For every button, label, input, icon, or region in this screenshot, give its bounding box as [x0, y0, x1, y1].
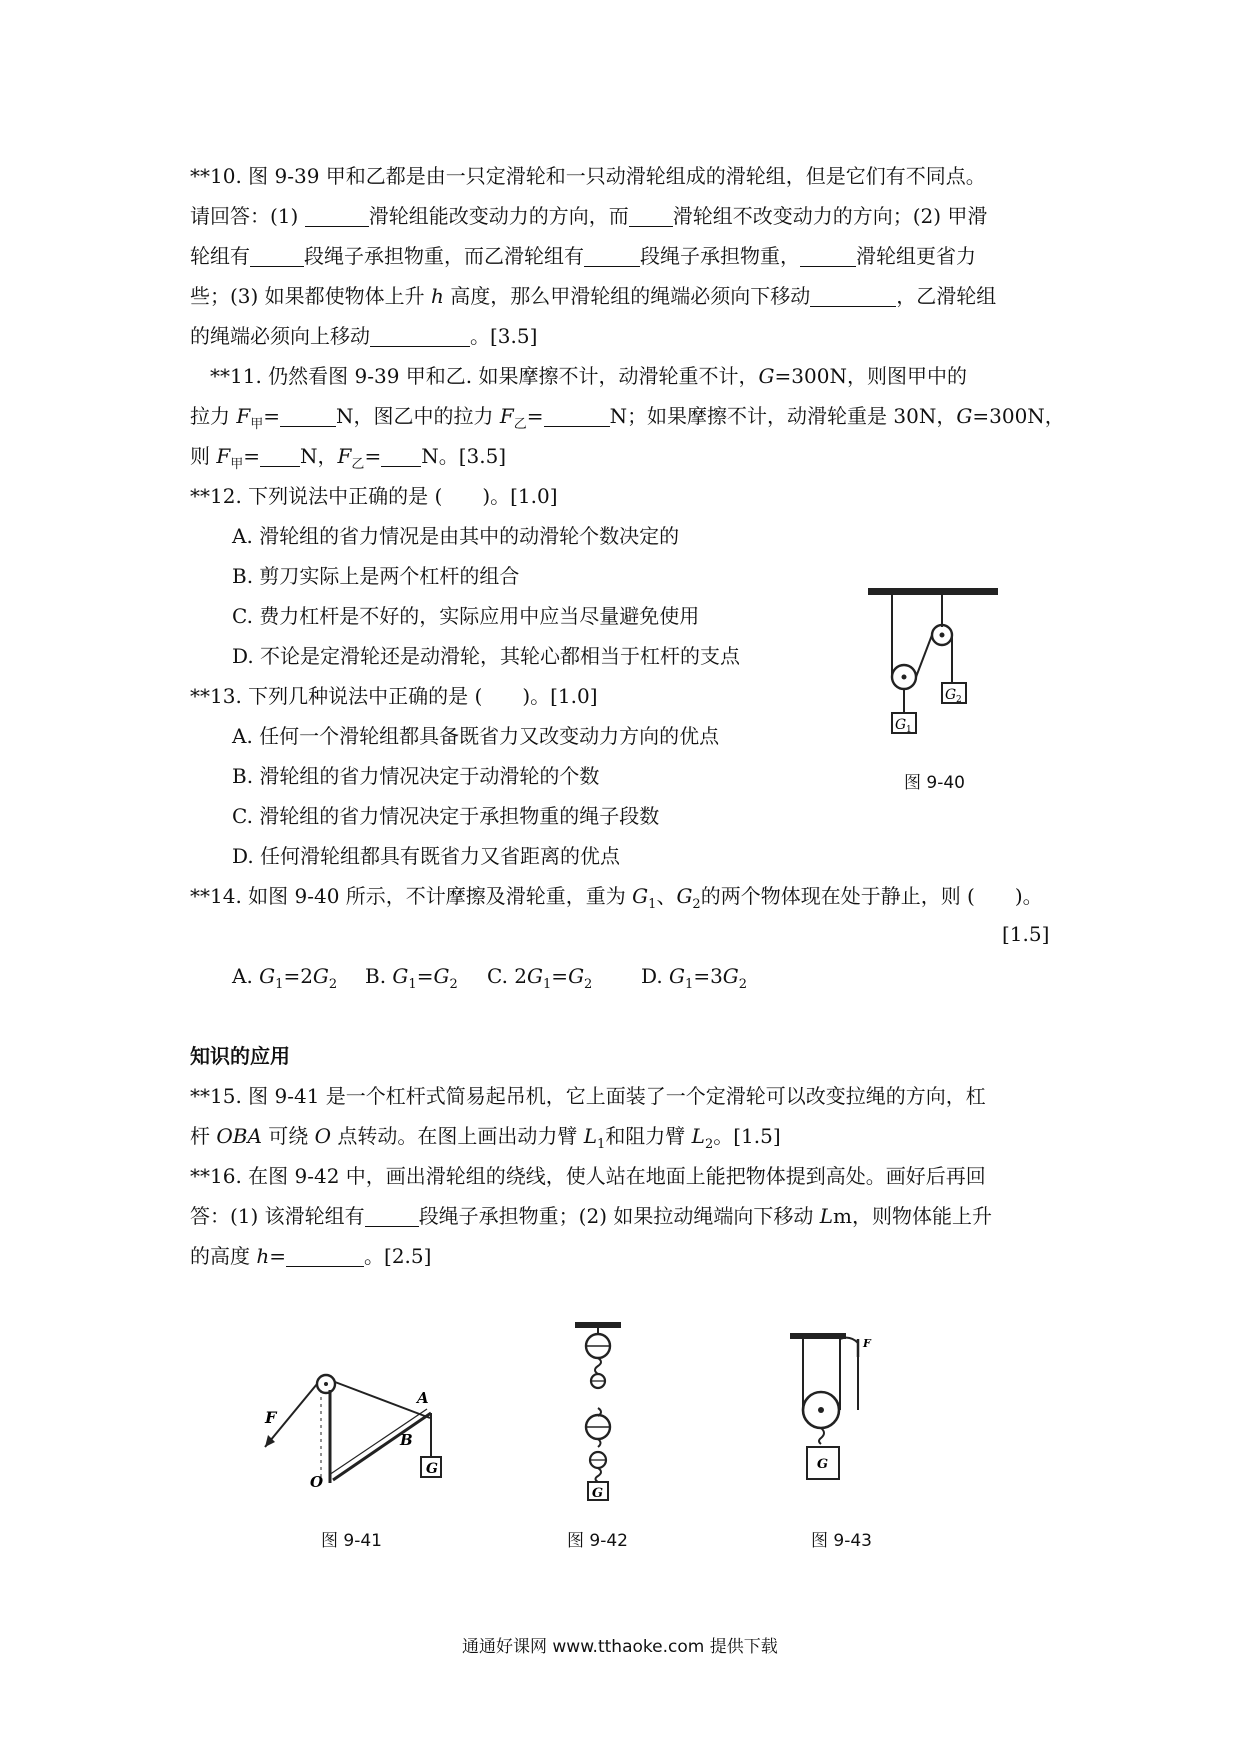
- q12-stem: **12. 下列说法中正确的是 ( )。[1.0]: [190, 484, 558, 508]
- svg-text:G: G: [592, 1486, 604, 1501]
- q13-option-c[interactable]: C. 滑轮组的省力情况决定于承担物重的绳子段数: [232, 804, 660, 828]
- svg-text:G: G: [426, 1461, 438, 1477]
- figure-9-41-caption: 图 9-41: [321, 1531, 382, 1551]
- q14-option-d[interactable]: D. $G_1=3G_2$: [641, 964, 748, 992]
- q13-option-a[interactable]: A. 任何一个滑轮组都具备既省力又改变动力方向的优点: [232, 724, 720, 748]
- q10-line-2: 请回答：(1) 滑轮组能改变动力的方向，而 滑轮组不改变动力的方向；(2) 甲滑: [190, 204, 988, 228]
- svg-text:A: A: [417, 1389, 429, 1407]
- q10-line-4: 些；(3) 如果都使物体上升 h 高度，那么甲滑轮组的绳端必须向下移动 ，乙滑轮组: [190, 284, 997, 308]
- blank[interactable]: [544, 404, 610, 427]
- q13-option-b[interactable]: B. 滑轮组的省力情况决定于动滑轮的个数: [232, 764, 600, 788]
- q12-option-d[interactable]: D. 不论是定滑轮还是动滑轮，其轮心都相当于杠杆的支点: [232, 644, 741, 668]
- svg-text:G: G: [945, 687, 957, 703]
- q10-line-5: 的绳端必须向上移动 。[3.5]: [190, 324, 538, 348]
- q11-line-3: 则 $F_甲= N$，$F_乙= N$。[3.5]: [190, 444, 507, 472]
- svg-text:G: G: [895, 717, 907, 733]
- q14-option-a[interactable]: A. $G_1=2G_2$: [232, 964, 338, 992]
- blank[interactable]: [250, 244, 304, 267]
- figure-9-43: [780, 1325, 890, 1505]
- q14-option-c[interactable]: C. $2G_1=G_2$: [487, 964, 593, 992]
- lever-oba: [333, 1413, 431, 1480]
- q11-line-2: 拉力 $F_甲= N$，图乙中的拉力 $F_乙= N$；如果摩擦不计，动滑轮重是 30N，G=300N，: [190, 404, 1065, 432]
- section-heading: 知识的应用: [190, 1044, 290, 1068]
- q10-line-1: **10. 图 9-39 甲和乙都是由一只定滑轮和一只动滑轮组成的滑轮组，但是它们有不同点。: [190, 164, 986, 188]
- figure-9-41: [255, 1365, 465, 1500]
- svg-text:2: 2: [956, 695, 962, 705]
- q15-line-1: **15. 图 9-41 是一个杠杆式简易起吊机，它上面装了一个定滑轮可以改变拉绳的方向，杠: [190, 1084, 986, 1108]
- svg-text:G: G: [817, 1457, 829, 1472]
- q13-option-d[interactable]: D. 任何滑轮组都具有既省力又省距离的优点: [232, 844, 621, 868]
- blank[interactable]: [629, 204, 673, 227]
- blank[interactable]: [260, 444, 300, 467]
- q14-line-1: **14. 如图 9-40 所示，不计摩擦及滑轮重，重为 $G_1$、$G_2$的两个物体现在处于静止，则 ( )。: [190, 884, 1043, 912]
- q13-stem: **13. 下列几种说法中正确的是 ( )。[1.0]: [190, 684, 598, 708]
- blank[interactable]: [280, 404, 336, 427]
- q11-line-1: **11. 仍然看图 9-39 甲和乙. 如果摩擦不计，动滑轮重不计，G=300N，则图甲中的: [210, 364, 967, 388]
- q15-line-2: 杆 OBA 可绕 O 点转动。在图上画出动力臂 $L_1$和阻力臂 $L_2$。[1.5]: [190, 1124, 781, 1152]
- ceiling: [868, 588, 998, 595]
- q12-option-c[interactable]: C. 费力杠杆是不好的，实际应用中应当尽量避免使用: [232, 604, 700, 628]
- q14-score: [1.5]: [1002, 922, 1050, 946]
- ceiling: [575, 1322, 621, 1328]
- svg-text:1: 1: [906, 725, 912, 735]
- ceiling: [790, 1333, 846, 1339]
- q12-option-a[interactable]: A. 滑轮组的省力情况是由其中的动滑轮个数决定的: [232, 524, 680, 548]
- figure-9-42-caption: 图 9-42: [567, 1531, 628, 1551]
- q12-option-b[interactable]: B. 剪刀实际上是两个杠杆的组合: [232, 564, 520, 588]
- q14-option-b[interactable]: B. $G_1=G_2$: [365, 964, 458, 992]
- figure-9-43-caption: 图 9-43: [811, 1531, 872, 1551]
- figure-9-40: [860, 580, 1010, 740]
- q16-line-3: 的高度 h= 。[2.5]: [190, 1244, 432, 1268]
- q16-line-1: **16. 在图 9-42 中，画出滑轮组的绕线，使人站在地面上能把物体提到高处。画好后再回: [190, 1164, 986, 1188]
- svg-text:F: F: [863, 1337, 871, 1350]
- blank[interactable]: [365, 1204, 419, 1227]
- q16-line-2: 答：(1) 该滑轮组有 段绳子承担物重；(2) 如果拉动绳端向下移动 Lm，则物体能上升: [190, 1204, 992, 1228]
- blank[interactable]: [800, 244, 856, 267]
- blank[interactable]: [305, 204, 369, 227]
- svg-text:O: O: [310, 1473, 324, 1491]
- blank[interactable]: [810, 284, 896, 307]
- figure-9-40-caption: 图 9-40: [904, 773, 965, 793]
- blank[interactable]: [286, 1244, 364, 1267]
- figure-9-42: [570, 1318, 630, 1503]
- blank[interactable]: [381, 444, 421, 467]
- blank[interactable]: [370, 324, 470, 347]
- footer-download-note: 通通好课网 www.tthaoke.com 提供下载: [462, 1637, 778, 1657]
- svg-text:F: F: [265, 1408, 277, 1427]
- svg-text:B: B: [400, 1431, 413, 1449]
- q10-line-3: 轮组有 段绳子承担物重，而乙滑轮组有 段绳子承担物重， 滑轮组更省力: [190, 244, 976, 268]
- blank[interactable]: [584, 244, 640, 267]
